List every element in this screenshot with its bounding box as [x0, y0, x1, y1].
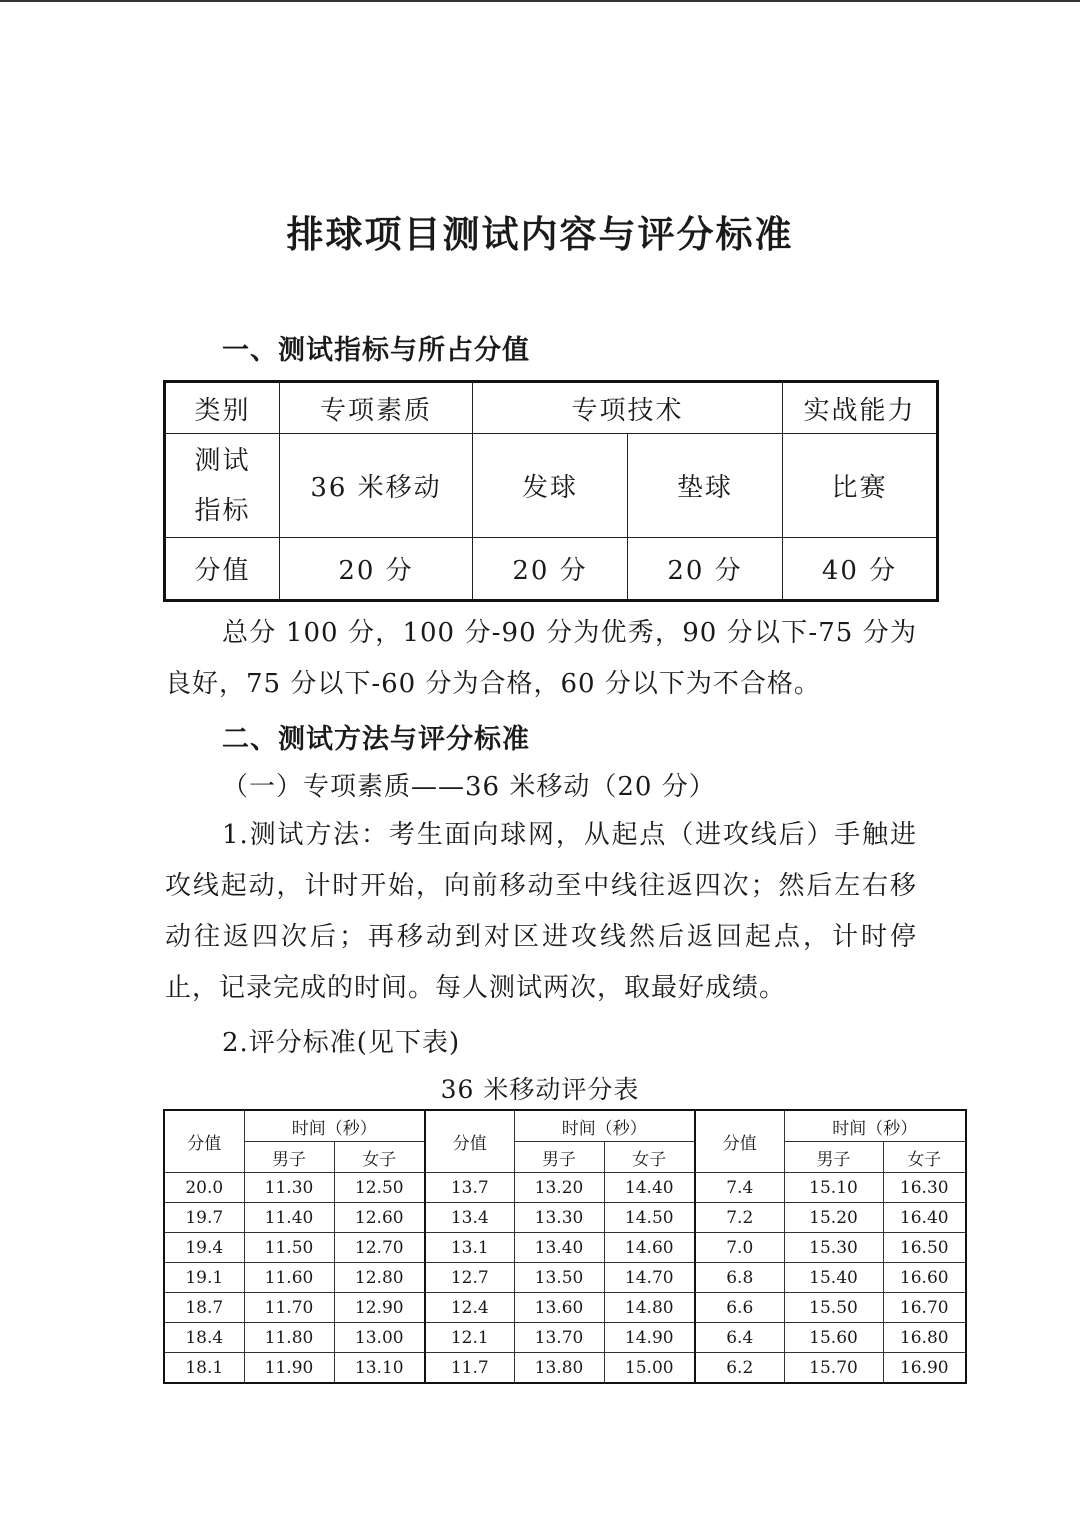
section-2-heading: 二、测试方法与评分标准: [222, 724, 530, 755]
female-time-cell: 14.40: [604, 1173, 695, 1203]
female-time-cell: 12.80: [334, 1263, 425, 1293]
header-female: 女子: [604, 1142, 695, 1173]
header-female: 女子: [883, 1142, 966, 1173]
table-row: [164, 1293, 966, 1323]
subsection-heading: （一）专项素质——36 米移动（20 分）: [222, 772, 716, 802]
category-technique: 专项技术: [473, 382, 783, 434]
indicator-label: [165, 434, 280, 538]
male-time-cell: 11.30: [244, 1173, 334, 1203]
female-time-cell: 14.90: [604, 1323, 695, 1353]
female-time-cell: 13.00: [334, 1323, 425, 1353]
score-cell: 12.4: [425, 1293, 514, 1323]
table-row: [165, 382, 938, 434]
indicator-36m: 36 米移动: [280, 434, 473, 538]
female-time-cell: 16.70: [883, 1293, 966, 1323]
male-time-cell: 13.50: [514, 1263, 604, 1293]
table-row: [164, 1173, 966, 1203]
female-time-cell: 16.40: [883, 1203, 966, 1233]
female-time-cell: 12.90: [334, 1293, 425, 1323]
indicator-dig: 垫球: [628, 434, 783, 538]
score-cell: 7.0: [695, 1233, 784, 1263]
score-cell: 13.1: [425, 1233, 514, 1263]
section-1-heading: 一、测试指标与所占分值: [222, 335, 530, 366]
male-time-cell: 15.40: [784, 1263, 883, 1293]
male-time-cell: 15.30: [784, 1233, 883, 1263]
score-cell: 18.1: [164, 1353, 244, 1384]
male-time-cell: 15.70: [784, 1353, 883, 1384]
female-time-cell: 16.80: [883, 1323, 966, 1353]
female-time-cell: 16.90: [883, 1353, 966, 1384]
header-time: 时间（秒）: [784, 1110, 966, 1142]
female-time-cell: 14.70: [604, 1263, 695, 1293]
male-time-cell: 11.80: [244, 1323, 334, 1353]
header-male: 男子: [784, 1142, 883, 1173]
category-match: 实战能力: [783, 382, 938, 434]
male-time-cell: 11.50: [244, 1233, 334, 1263]
score-cell: 6.8: [695, 1263, 784, 1293]
male-time-cell: 13.60: [514, 1293, 604, 1323]
score-cell: 19.7: [164, 1203, 244, 1233]
table-header-row: [164, 1142, 966, 1173]
male-time-cell: 15.10: [784, 1173, 883, 1203]
table-row: [165, 538, 938, 601]
score-cell: 7.4: [695, 1173, 784, 1203]
scoring-weights-table: [163, 380, 939, 602]
male-time-cell: 13.70: [514, 1323, 604, 1353]
female-time-cell: 13.10: [334, 1353, 425, 1384]
points-label: 分值: [165, 538, 280, 601]
criteria-line: 2.评分标准(见下表): [222, 1028, 461, 1058]
female-time-cell: 16.50: [883, 1233, 966, 1263]
male-time-cell: 13.20: [514, 1173, 604, 1203]
female-time-cell: 14.60: [604, 1233, 695, 1263]
indicator-label-line1: 测试: [194, 445, 251, 476]
header-male: 男子: [514, 1142, 604, 1173]
male-time-cell: 11.90: [244, 1353, 334, 1384]
table-row: [164, 1263, 966, 1293]
male-time-cell: 13.30: [514, 1203, 604, 1233]
score-cell: 11.7: [425, 1353, 514, 1384]
header-female: 女子: [334, 1142, 425, 1173]
header-score: 分值: [164, 1110, 244, 1173]
male-time-cell: 13.40: [514, 1233, 604, 1263]
male-time-cell: 11.40: [244, 1203, 334, 1233]
male-time-cell: 15.20: [784, 1203, 883, 1233]
male-time-cell: 13.80: [514, 1353, 604, 1384]
points-serve: 20 分: [473, 538, 628, 601]
score-cell: 6.6: [695, 1293, 784, 1323]
score-cell: 12.1: [425, 1323, 514, 1353]
table-row: [164, 1203, 966, 1233]
score-cell: 6.2: [695, 1353, 784, 1384]
score-cell: 12.7: [425, 1263, 514, 1293]
table-header-row: [164, 1110, 966, 1142]
score-cell: 7.2: [695, 1203, 784, 1233]
indicator-game: 比赛: [783, 434, 938, 538]
female-time-cell: 14.80: [604, 1293, 695, 1323]
test-method-paragraph: 1.测试方法：考生面向球网，从起点（进攻线后）手触进攻线起动，计时开始，向前移动至中线往返四次；然后左右移动往返四次后；再移动到对区进攻线然后返回起点，计时停止，记录完成的时间。每人测试两次，取最好成绩。: [165, 820, 917, 1003]
top-border-line: [0, 0, 1080, 2]
table-caption: 36 米移动评分表: [440, 1075, 640, 1104]
table-body: [164, 1173, 966, 1384]
male-time-cell: 15.50: [784, 1293, 883, 1323]
score-cell: 13.7: [425, 1173, 514, 1203]
female-time-cell: 12.50: [334, 1173, 425, 1203]
score-cell: 18.7: [164, 1293, 244, 1323]
score-cell: 19.4: [164, 1233, 244, 1263]
table-row: [164, 1353, 966, 1384]
indicator-serve: 发球: [473, 434, 628, 538]
points-36m: 20 分: [280, 538, 473, 601]
score-cell: 19.1: [164, 1263, 244, 1293]
header-score: 分值: [425, 1110, 514, 1173]
table-row: [165, 434, 938, 538]
score-cell: 18.4: [164, 1323, 244, 1353]
header-score: 分值: [695, 1110, 784, 1173]
summary-paragraph: 总分 100 分，100 分-90 分为优秀，90 分以下-75 分为良好，75 分以下-60 分为合格，60 分以下为不合格。: [165, 618, 917, 699]
female-time-cell: 12.70: [334, 1233, 425, 1263]
points-dig: 20 分: [628, 538, 783, 601]
female-time-cell: 12.60: [334, 1203, 425, 1233]
score-cell: 6.4: [695, 1323, 784, 1353]
table-row: [164, 1323, 966, 1353]
header-male: 男子: [244, 1142, 334, 1173]
header-time: 时间（秒）: [244, 1110, 425, 1142]
points-game: 40 分: [783, 538, 938, 601]
category-label: 类别: [165, 382, 280, 434]
female-time-cell: 16.30: [883, 1173, 966, 1203]
score-cell: 13.4: [425, 1203, 514, 1233]
page-title: 排球项目测试内容与评分标准: [286, 213, 794, 256]
female-time-cell: 15.00: [604, 1353, 695, 1384]
score-cell: 20.0: [164, 1173, 244, 1203]
category-fitness: 专项素质: [280, 382, 473, 434]
indicator-label-line2: 指标: [194, 495, 251, 526]
female-time-cell: 14.50: [604, 1203, 695, 1233]
male-time-cell: 15.60: [784, 1323, 883, 1353]
36m-scoring-table: [163, 1109, 967, 1384]
table-row: [164, 1233, 966, 1263]
male-time-cell: 11.60: [244, 1263, 334, 1293]
female-time-cell: 16.60: [883, 1263, 966, 1293]
header-time: 时间（秒）: [514, 1110, 695, 1142]
male-time-cell: 11.70: [244, 1293, 334, 1323]
